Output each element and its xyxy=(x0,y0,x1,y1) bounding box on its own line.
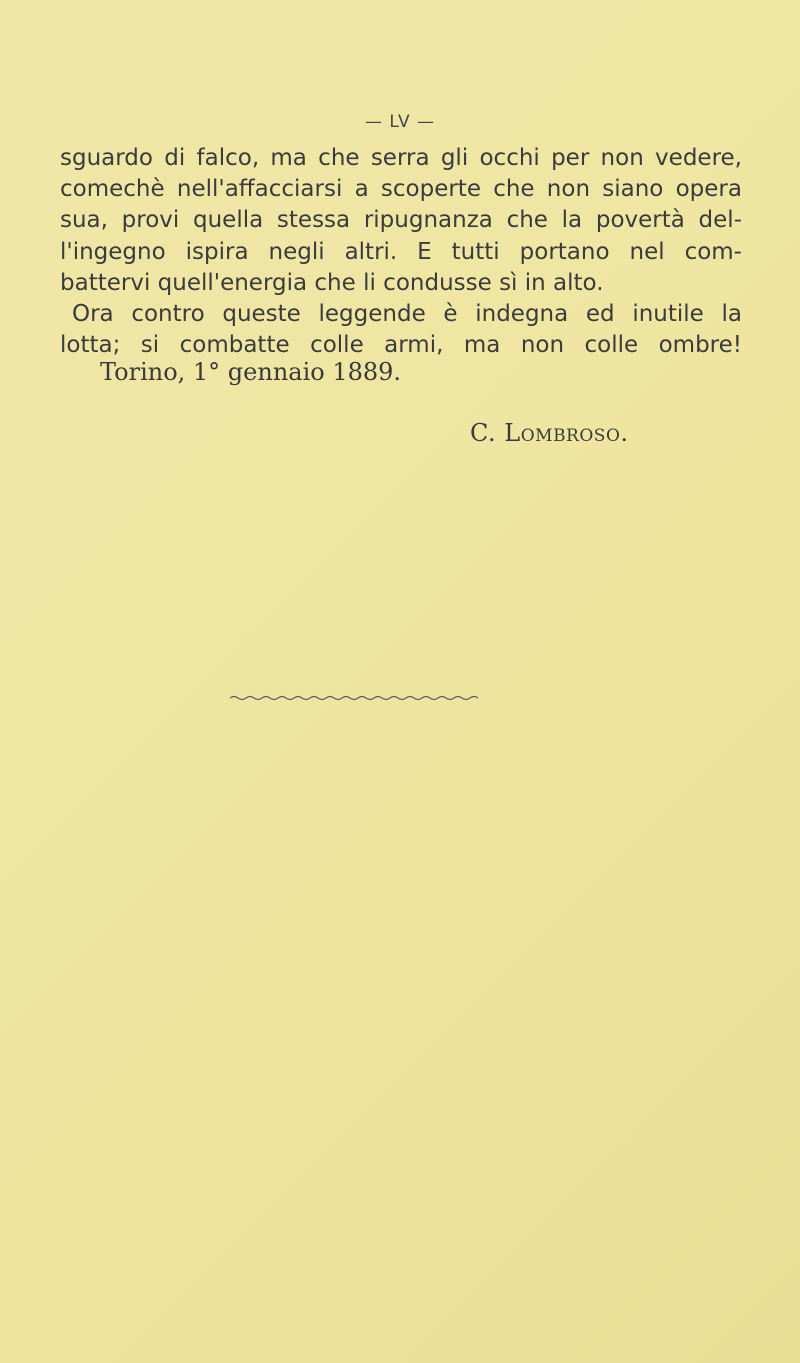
author-signature xyxy=(470,419,629,447)
wavy-rule-ornament xyxy=(230,692,478,704)
place-date-line: Torino, 1° gennaio 1889. xyxy=(100,358,402,386)
text-line: sguardo di falco, ma che serra gli occhi per non vedere, xyxy=(60,145,742,171)
text-line: Ora contro queste leggende è indegna ed inutile la xyxy=(72,301,742,328)
signature-initial: C. xyxy=(470,419,497,447)
text-line: sua, provi quella stessa ripugnanza che la povertà del- xyxy=(60,207,742,234)
text-line: battervi quell'energia che li condusse sì in alto. xyxy=(60,269,604,296)
body-paragraph xyxy=(60,143,742,361)
text-line: lotta; si combatte colle armi, ma non colle ombre! xyxy=(60,332,742,359)
signature-name: Lombroso. xyxy=(504,419,629,447)
page-number: — LV — xyxy=(364,112,436,132)
text-line: l'ingegno ispira negli altri. E tutti portano nel com- xyxy=(60,238,742,265)
text-line: comechè nell'affacciarsi a scoperte che non siano opera xyxy=(60,176,742,203)
